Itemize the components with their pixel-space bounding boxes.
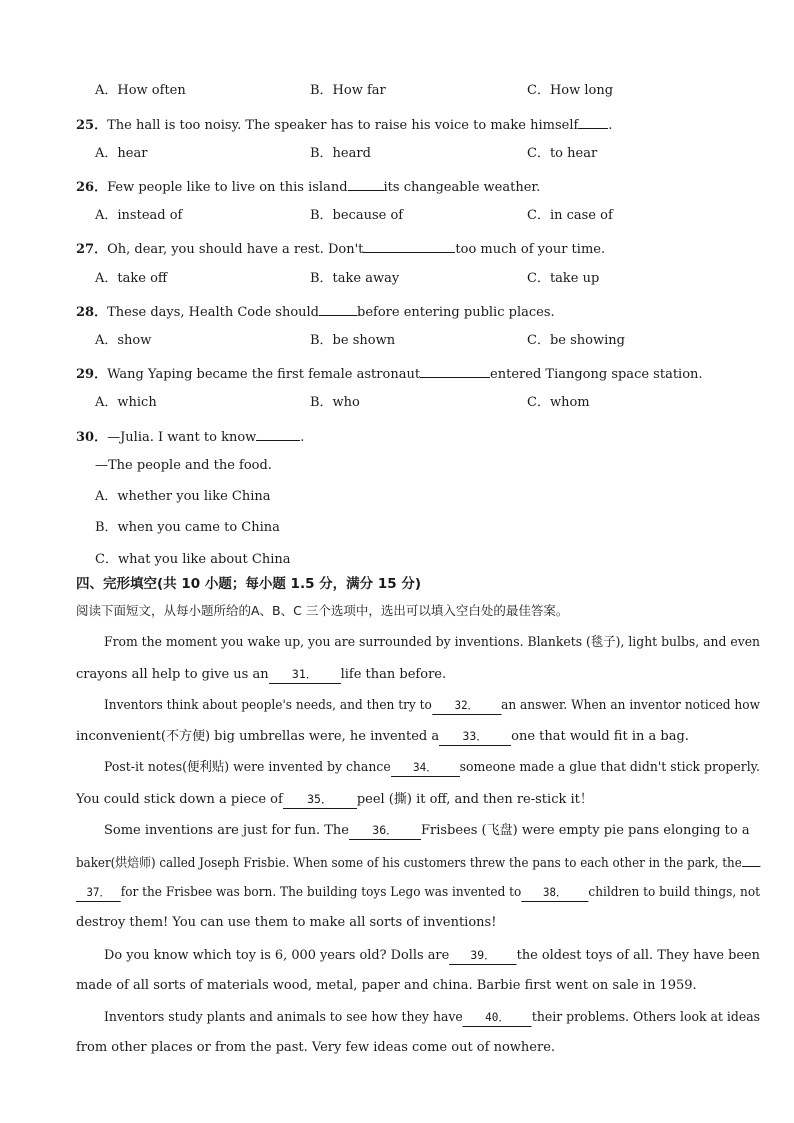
- q30-stem: [76, 426, 304, 447]
- q28-text-post: before entering public places.: [357, 305, 555, 320]
- section-4-instruction: 阅读下面短文，从每小题所给的A、B、C 三个选项中，选出可以填入空白处的最佳答案。: [76, 603, 569, 618]
- q28-text-pre: These days, Health Code should: [107, 305, 319, 320]
- passage-line: [104, 758, 760, 777]
- q26-text-pre: Few people like to live on this island: [107, 180, 348, 195]
- passage-line: destroy them! You can use them to make all sorts of inventions!: [76, 915, 497, 930]
- passage-line: made of all sorts of materials wood, metal, paper and china. Barbie first went on sale in 1959.: [76, 978, 697, 993]
- passage-line: [104, 696, 760, 715]
- passage-text: inconvenient(不方便) big umbrellas were, he invented a: [76, 729, 440, 744]
- passage-text: Post-it notes(便利贴) were invented by chance: [104, 760, 391, 775]
- passage-text: someone made a glue that didn't stick properly.: [459, 760, 761, 775]
- q25-option-c: C．to hear: [527, 146, 598, 161]
- q28-option-b: B．be shown: [310, 333, 396, 348]
- q28-blank: [319, 301, 357, 316]
- passage-text: crayons all help to give us an: [76, 667, 269, 682]
- q25-option-a: A．hear: [95, 146, 148, 161]
- passage-text: Inventors study plants and animals to see how they have: [104, 1010, 463, 1025]
- blank-38: 38．: [521, 883, 588, 902]
- q26-number: 26．: [76, 180, 108, 195]
- q28-option-c: C．be showing: [527, 333, 625, 348]
- passage-text: You could stick down a piece of: [76, 792, 283, 807]
- q30-number: 30．: [76, 430, 108, 445]
- blank-32: 32．: [432, 696, 501, 715]
- passage-line: [104, 1008, 760, 1027]
- passage-text: the oldest toys of all. They have been: [516, 948, 760, 963]
- q27-option-a: A．take off: [95, 271, 168, 286]
- passage-line: [104, 946, 760, 965]
- q28-number: 28．: [76, 305, 108, 320]
- q30-option-b: B．when you came to China: [95, 520, 280, 535]
- q27-text-pre: Oh, dear, you should have a rest. Don't: [107, 242, 364, 257]
- blank-37: 37．: [76, 883, 121, 902]
- blank-35: 35．: [283, 790, 357, 809]
- q27-stem: [76, 238, 605, 259]
- blank-37-start: [742, 852, 760, 867]
- q27-option-c: C．take up: [527, 271, 600, 286]
- q29-text-pre: Wang Yaping became the first female astronaut: [107, 367, 421, 382]
- q26-blank: [348, 176, 384, 191]
- q29-number: 29．: [76, 367, 108, 382]
- q27-text-post: too much of your time.: [455, 242, 606, 257]
- blank-36: 36．: [349, 821, 421, 840]
- q26-text-post: its changeable weather.: [383, 180, 541, 195]
- q30-text-pre: —Julia. I want to know: [107, 430, 257, 445]
- q24-option-a: A．How often: [95, 83, 186, 98]
- passage-line: [76, 727, 689, 746]
- q29-text-post: entered Tiangong space station.: [490, 367, 703, 382]
- passage-text: Some inventions are just for fun. The: [104, 823, 349, 838]
- q25-stem: [76, 114, 612, 135]
- passage-line: [104, 821, 750, 840]
- passage-text: an answer. When an inventor noticed how: [501, 698, 760, 713]
- q28-stem: [76, 301, 555, 322]
- q29-stem: [76, 363, 703, 384]
- q26-option-c: C．in case of: [527, 208, 613, 223]
- passage-text: life than before.: [340, 667, 447, 682]
- blank-33: 33．: [439, 727, 511, 746]
- section-4-heading: 四、完形填空(共 10 小题；每小题 1.5 分，满分 15 分): [76, 576, 422, 592]
- passage-line: [76, 790, 593, 809]
- q24-option-b: B．How far: [310, 83, 386, 98]
- q30-blank: [256, 426, 300, 441]
- q29-option-a: A．which: [95, 395, 157, 410]
- q30-reply: —The people and the food.: [95, 458, 272, 473]
- passage-text: Do you know which toy is 6, 000 years old? Dolls are: [104, 948, 450, 963]
- passage-line: from other places or from the past. Very few ideas come out of nowhere.: [76, 1040, 556, 1055]
- q25-number: 25．: [76, 118, 108, 133]
- passage-text: peel (撕) it off, and then re-stick it！: [356, 792, 593, 807]
- q30-option-c: C．what you like about China: [95, 552, 291, 567]
- q26-option-a: A．instead of: [95, 208, 183, 223]
- passage-text: Frisbees (飞盘) were empty pie pans elonging to a: [420, 823, 750, 838]
- q27-option-b: B．take away: [310, 271, 400, 286]
- passage-line: [76, 883, 760, 902]
- passage-text: Inventors think about people's needs, and then try to: [104, 698, 432, 713]
- q25-blank: [578, 114, 608, 129]
- passage-line: [76, 852, 760, 873]
- blank-31: 31．: [269, 665, 341, 684]
- passage-text: one that would fit in a bag.: [511, 729, 689, 744]
- q29-blank: [420, 363, 490, 378]
- q30-text-post: .: [300, 430, 305, 445]
- passage-text: their problems. Others look at ideas: [531, 1010, 761, 1025]
- passage-text: baker(烘焙师) called Joseph Frisbie. When some of his customers threw the pans to each other in the park, the: [76, 856, 742, 871]
- q25-option-b: B．heard: [310, 146, 371, 161]
- q24-option-c: C．How long: [527, 83, 614, 98]
- passage-line: [76, 665, 446, 684]
- q26-stem: [76, 176, 540, 197]
- passage-text: children to build things, not: [588, 885, 760, 900]
- q30-option-a: A．whether you like China: [95, 489, 271, 504]
- q29-option-b: B．who: [310, 395, 360, 410]
- q28-option-a: A．show: [95, 333, 152, 348]
- q29-option-c: C．whom: [527, 395, 590, 410]
- q25-text-post: .: [608, 118, 613, 133]
- blank-40: 40．: [463, 1008, 532, 1027]
- q27-number: 27．: [76, 242, 108, 257]
- q26-option-b: B．because of: [310, 208, 404, 223]
- passage-line: From the moment you wake up, you are surrounded by inventions. Blankets (毯子), light bulbs, and even: [104, 635, 761, 650]
- blank-39: 39．: [449, 946, 516, 965]
- q25-text-pre: The hall is too noisy. The speaker has to raise his voice to make himself: [107, 118, 579, 133]
- blank-34: 34．: [391, 758, 460, 777]
- q27-blank: [363, 238, 455, 253]
- passage-text: for the Frisbee was born. The building toys Lego was invented to: [120, 885, 522, 900]
